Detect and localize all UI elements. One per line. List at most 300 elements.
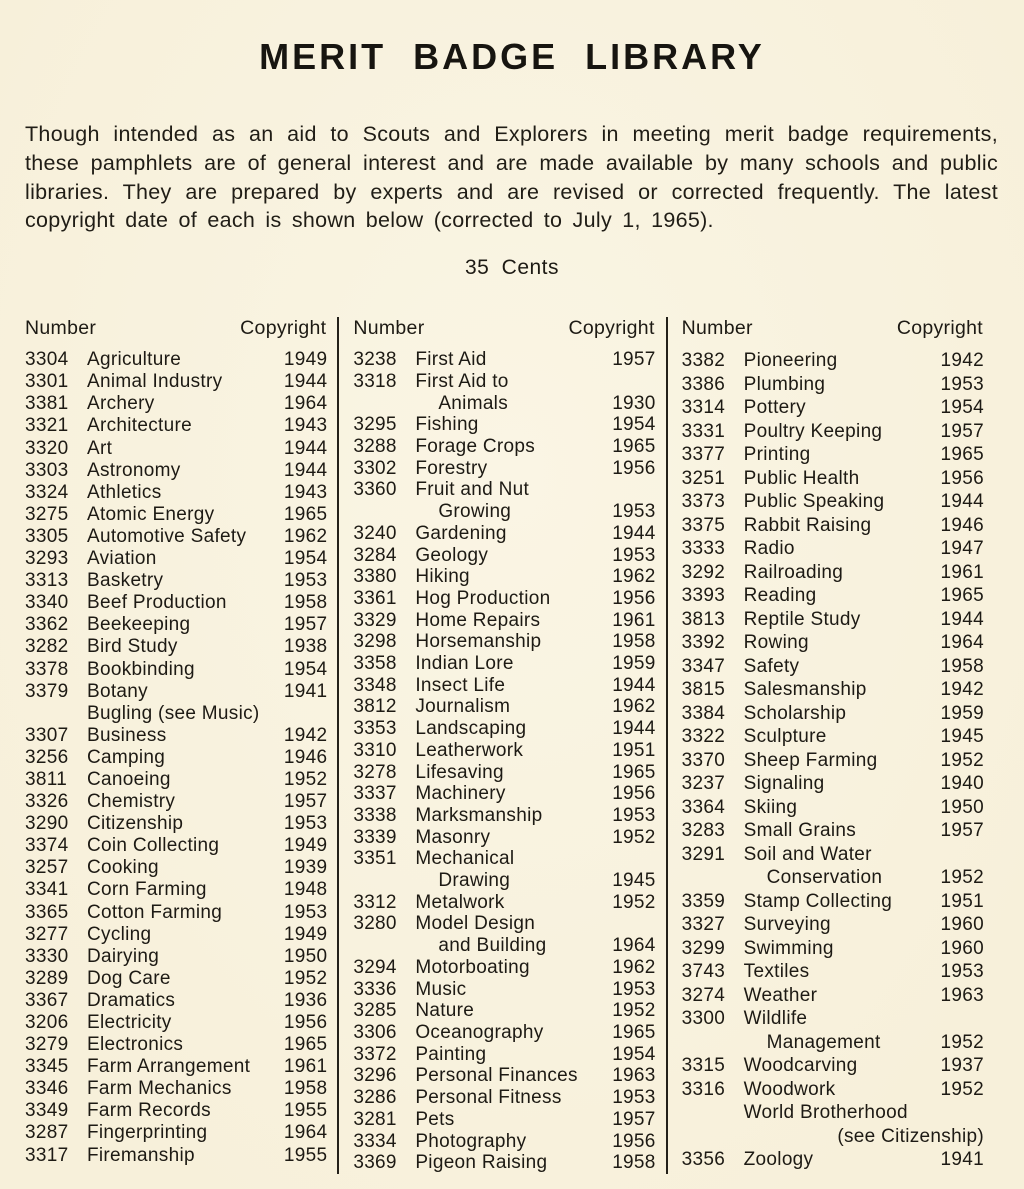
copyright-year: 1946 xyxy=(283,746,328,768)
badge-number: 3303 xyxy=(25,459,69,481)
badge-number: 3294 xyxy=(353,956,397,978)
copyright-year: 1965 xyxy=(283,1034,328,1056)
copyright-year xyxy=(606,848,656,870)
table-row xyxy=(25,349,327,371)
badge-number: 3251 xyxy=(681,467,726,489)
badge-number: 3351 xyxy=(353,848,397,870)
badge-number: 3299 xyxy=(681,937,726,959)
badge-number: 3743 xyxy=(681,961,726,983)
copyright-year: 1952 xyxy=(612,826,656,848)
badge-number: 3382 xyxy=(681,350,726,372)
table-row xyxy=(25,1056,327,1078)
table-row xyxy=(682,561,984,585)
badge-number: 3322 xyxy=(681,726,726,748)
badge-number: 3237 xyxy=(681,773,726,795)
badge-name: Personal Finances xyxy=(415,1065,578,1087)
table-row xyxy=(682,890,984,914)
table-row xyxy=(353,436,655,458)
badge-name: Swimming xyxy=(743,937,834,959)
table-row xyxy=(353,414,655,436)
badge-name-continuation: Animals xyxy=(438,392,509,414)
badge-number: 3337 xyxy=(353,783,397,805)
table-row xyxy=(682,373,984,397)
column-header xyxy=(682,317,984,340)
badge-name: Farm Records xyxy=(87,1100,211,1122)
copyright-year: 1964 xyxy=(940,632,984,654)
badge-name: Public Health xyxy=(743,467,860,489)
badge-number: 3359 xyxy=(681,890,726,912)
column-header-number: Number xyxy=(25,317,97,340)
copyright-year: 1953 xyxy=(940,373,984,395)
badge-name: Electricity xyxy=(87,1012,172,1033)
copyright-year xyxy=(934,1101,984,1125)
badge-number: 3377 xyxy=(681,444,726,466)
badge-number: 3286 xyxy=(353,1087,397,1109)
badge-name: Forage Crops xyxy=(415,436,536,457)
badge-number: 3340 xyxy=(25,592,69,614)
column-header-number: Number xyxy=(681,317,753,340)
badge-number: 3295 xyxy=(353,414,397,436)
badge-name: Soil and Water xyxy=(743,843,872,865)
badge-name: Beekeeping xyxy=(87,614,191,636)
copyright-year: 1954 xyxy=(283,658,328,680)
badge-name: Beef Production xyxy=(87,592,227,614)
copyright-year: 1962 xyxy=(612,956,656,978)
badge-number: 3334 xyxy=(353,1130,397,1152)
badge-number: 3301 xyxy=(25,371,69,393)
column-header xyxy=(25,317,327,340)
table-row xyxy=(353,740,655,762)
badge-number: 3349 xyxy=(25,1100,69,1122)
column-header-copyright: Copyright xyxy=(896,317,983,340)
badge-number xyxy=(682,1101,744,1125)
table-row xyxy=(682,1101,984,1148)
badge-name: Poultry Keeping xyxy=(743,420,883,442)
badge-name: Zoology xyxy=(743,1149,814,1171)
copyright-year: 1954 xyxy=(283,548,328,570)
badge-name-continuation: Conservation xyxy=(766,867,883,889)
table-row xyxy=(25,393,327,415)
table-row xyxy=(682,396,984,420)
table-row xyxy=(25,592,327,614)
table-row xyxy=(25,990,327,1012)
table-row xyxy=(25,902,327,924)
badge-number: 3358 xyxy=(353,653,397,675)
badge-name: Reading xyxy=(743,585,817,607)
badge-name: Printing xyxy=(743,444,811,466)
badge-name: Atomic Energy xyxy=(87,503,215,525)
copyright-year: 1959 xyxy=(940,702,984,724)
badge-name: Woodwork xyxy=(743,1078,836,1100)
table-row xyxy=(25,1012,327,1034)
copyright-year xyxy=(277,703,327,725)
table-row xyxy=(25,681,327,703)
badge-number: 3314 xyxy=(681,397,726,419)
badge-number: 3285 xyxy=(353,1000,397,1022)
price-line: 35 Cents xyxy=(464,256,560,280)
copyright-year: 1943 xyxy=(283,481,328,503)
badge-name: Forestry xyxy=(415,457,488,479)
badge-name: Surveying xyxy=(743,914,831,936)
badge-name: Indian Lore xyxy=(415,653,514,675)
copyright-year: 1958 xyxy=(283,1078,328,1100)
badge-number: 3317 xyxy=(25,1144,69,1166)
badge-number: 3336 xyxy=(353,978,397,1000)
badge-number: 3384 xyxy=(681,702,726,724)
table-row xyxy=(682,443,984,467)
copyright-year: 1941 xyxy=(940,1149,984,1171)
badge-name: Masonry xyxy=(415,826,491,848)
badge-number: 3257 xyxy=(25,857,69,879)
badge-name: Photography xyxy=(415,1130,527,1152)
copyright-year: 1953 xyxy=(283,813,328,835)
badge-number: 3815 xyxy=(681,679,726,701)
badge-name: First Aid to xyxy=(415,370,509,392)
table-row xyxy=(682,796,984,820)
copyright-year: 1950 xyxy=(283,945,328,967)
badge-number: 3356 xyxy=(681,1149,726,1171)
copyright-year: 1949 xyxy=(283,923,328,945)
table-row xyxy=(682,702,984,726)
badge-number: 3380 xyxy=(353,566,397,588)
badge-number: 3364 xyxy=(681,796,726,818)
table-row xyxy=(682,937,984,961)
badge-number: 3318 xyxy=(353,370,397,392)
copyright-year: 1965 xyxy=(940,585,984,607)
badge-name: Painting xyxy=(415,1043,487,1065)
badge-name: Leatherwork xyxy=(415,739,524,761)
copyright-year: 1948 xyxy=(283,879,328,901)
table-row xyxy=(682,490,984,514)
table-row xyxy=(682,678,984,702)
copyright-year: 1956 xyxy=(283,1012,328,1033)
badge-number: 3298 xyxy=(353,631,397,653)
copyright-year: 1938 xyxy=(283,636,328,658)
badge-number: 3289 xyxy=(25,967,69,989)
table-row xyxy=(353,1109,655,1131)
copyright-year xyxy=(934,843,984,867)
table-row xyxy=(682,631,984,655)
badge-name: Dog Care xyxy=(87,967,171,989)
copyright-year: 1962 xyxy=(612,696,656,718)
copyright-year: 1961 xyxy=(612,609,656,631)
table-row xyxy=(353,957,655,979)
badge-name: Motorboating xyxy=(415,956,530,978)
badge-name: Pets xyxy=(415,1108,455,1130)
copyright-year: 1944 xyxy=(283,459,328,481)
badge-name: Canoeing xyxy=(87,768,171,790)
copyright-year xyxy=(934,1007,984,1031)
table-row xyxy=(353,848,655,891)
table-row xyxy=(353,1152,655,1174)
table-row xyxy=(25,636,327,658)
badge-number: 3326 xyxy=(25,791,69,813)
copyright-year xyxy=(606,371,656,393)
copyright-year: 1953 xyxy=(612,544,656,566)
table-row xyxy=(353,762,655,784)
badge-number: 3275 xyxy=(25,503,69,525)
badge-name: Model Design xyxy=(415,913,536,935)
badge-name: Personal Fitness xyxy=(415,1087,562,1109)
badge-name: Pioneering xyxy=(743,350,838,372)
badge-name: Oceanography xyxy=(415,1021,544,1043)
table-row xyxy=(353,696,655,718)
copyright-year: 1952 xyxy=(940,1031,984,1053)
badge-number: 3347 xyxy=(681,655,726,677)
badge-name: Gardening xyxy=(415,522,507,544)
table-row xyxy=(25,482,327,504)
table-row xyxy=(682,1054,984,1078)
table-row xyxy=(25,1100,327,1122)
copyright-year: 1940 xyxy=(940,773,984,795)
column-header-copyright: Copyright xyxy=(568,317,655,340)
table-row xyxy=(682,655,984,679)
copyright-year: 1936 xyxy=(283,989,328,1011)
copyright-year: 1952 xyxy=(283,768,328,790)
badge-number: 3369 xyxy=(353,1152,397,1174)
copyright-year: 1965 xyxy=(612,1021,656,1043)
copyright-year: 1963 xyxy=(940,984,984,1006)
badge-number: 3386 xyxy=(681,373,726,395)
intro-paragraph: Though intended as an aid to Scouts and Explorers in meeting merit badge requirements, these pamphlets are of general interest and are made available by many schools and public libraries. They are prepared by experts and are revised or corrected frequently. The latest copyright date of each is shown below (corrected to July 1, 1965). xyxy=(25,122,998,233)
copyright-year: 1965 xyxy=(940,444,984,466)
table-row xyxy=(353,913,655,956)
copyright-year: 1941 xyxy=(283,680,328,702)
copyright-year: 1954 xyxy=(612,414,656,436)
badge-number: 3365 xyxy=(25,901,69,923)
badge-number: 3282 xyxy=(25,636,69,658)
badge-name: Farm Mechanics xyxy=(87,1078,232,1100)
copyright-year xyxy=(934,1125,984,1149)
copyright-year: 1952 xyxy=(940,1078,984,1100)
copyright-year: 1952 xyxy=(612,1000,656,1022)
copyright-year: 1944 xyxy=(940,491,984,513)
badge-name: Music xyxy=(415,978,467,1000)
badge-number: 3379 xyxy=(25,680,69,702)
copyright-year: 1951 xyxy=(612,739,656,761)
badge-name: Signaling xyxy=(743,773,825,795)
copyright-year: 1961 xyxy=(283,1056,328,1078)
table-row xyxy=(682,1148,984,1172)
table-row xyxy=(353,805,655,827)
copyright-year: 1953 xyxy=(612,804,656,826)
catalog-column-2 xyxy=(337,317,665,1174)
copyright-year: 1937 xyxy=(940,1055,984,1077)
badge-name: Marksmanship xyxy=(415,804,543,826)
copyright-year: 1964 xyxy=(283,1122,328,1144)
copyright-year xyxy=(606,913,656,935)
badge-number: 3327 xyxy=(681,914,726,936)
copyright-year: 1957 xyxy=(940,420,984,442)
badge-number: 3316 xyxy=(681,1078,726,1100)
copyright-year xyxy=(606,479,656,501)
badge-name: Rowing xyxy=(743,632,809,654)
copyright-year: 1953 xyxy=(612,978,656,1000)
copyright-year: 1965 xyxy=(283,503,328,525)
badge-name: Archery xyxy=(87,393,155,415)
badge-name: Pottery xyxy=(743,397,806,419)
badge-name: Dairying xyxy=(87,945,160,967)
copyright-year: 1952 xyxy=(940,749,984,771)
badge-number: 3373 xyxy=(681,491,726,513)
catalog-column-1 xyxy=(25,317,337,1174)
table-row xyxy=(25,570,327,592)
badge-number: 3279 xyxy=(25,1034,69,1056)
badge-name: Electronics xyxy=(87,1034,184,1056)
copyright-year: 1952 xyxy=(283,967,328,989)
table-row xyxy=(25,548,327,570)
copyright-year: 1951 xyxy=(940,890,984,912)
copyright-year: 1961 xyxy=(940,561,984,583)
copyright-year: 1945 xyxy=(612,870,656,892)
copyright-year: 1953 xyxy=(612,1087,656,1109)
badge-number: 3284 xyxy=(353,544,397,566)
badge-name: Cycling xyxy=(87,923,152,945)
copyright-year: 1942 xyxy=(283,724,328,746)
badge-name: Hiking xyxy=(415,566,470,588)
badge-name: Cooking xyxy=(87,857,159,879)
table-row xyxy=(25,946,327,968)
badge-number: 3292 xyxy=(681,561,726,583)
catalog-column-3 xyxy=(666,317,994,1174)
badge-number: 3307 xyxy=(25,724,69,746)
table-row xyxy=(682,467,984,491)
table-row xyxy=(25,835,327,857)
table-row xyxy=(25,968,327,990)
badge-name: Art xyxy=(87,437,113,459)
copyright-year: 1939 xyxy=(283,857,328,879)
copyright-year: 1953 xyxy=(940,961,984,983)
copyright-year: 1962 xyxy=(283,525,328,547)
badge-name: Basketry xyxy=(87,570,164,592)
badge-name: Bugling (see Music) xyxy=(87,702,260,724)
table-row xyxy=(353,479,655,522)
copyright-year: 1942 xyxy=(940,350,984,372)
copyright-year: 1958 xyxy=(612,1152,656,1174)
badge-name: Metalwork xyxy=(415,891,505,913)
badge-number: 3320 xyxy=(25,437,69,459)
badge-number: 3280 xyxy=(353,913,397,935)
badge-number: 3321 xyxy=(25,415,69,437)
table-row xyxy=(682,913,984,937)
badge-number: 3367 xyxy=(25,989,69,1011)
catalog-table xyxy=(25,317,994,1174)
badge-name: Animal Industry xyxy=(87,371,223,393)
badge-name: Insect Life xyxy=(415,674,506,696)
badge-name: Skiing xyxy=(743,796,798,818)
badge-name-continuation: and Building xyxy=(438,935,547,957)
badge-number: 3812 xyxy=(353,696,397,718)
badge-name: First Aid xyxy=(415,349,487,371)
table-row xyxy=(682,514,984,538)
table-row xyxy=(25,747,327,769)
badge-number: 3381 xyxy=(25,393,69,415)
copyright-year: 1944 xyxy=(283,437,328,459)
badge-number: 3330 xyxy=(25,945,69,967)
table-row xyxy=(25,879,327,901)
badge-name: Rabbit Raising xyxy=(743,514,872,536)
badge-name: Farm Arrangement xyxy=(87,1056,251,1078)
table-row xyxy=(353,892,655,914)
badge-name: Architecture xyxy=(87,415,192,437)
copyright-year: 1957 xyxy=(940,820,984,842)
table-row xyxy=(353,827,655,849)
table-row xyxy=(353,1044,655,1066)
badge-name: Nature xyxy=(415,1000,475,1022)
copyright-year: 1956 xyxy=(612,587,656,609)
copyright-year: 1952 xyxy=(940,867,984,889)
badge-name: Journalism xyxy=(415,696,511,718)
badge-name: Plumbing xyxy=(743,373,826,395)
page-title: MERIT BADGE LIBRARY xyxy=(259,36,765,77)
table-row xyxy=(682,819,984,843)
table-row xyxy=(353,1065,655,1087)
badge-name: Scholarship xyxy=(743,702,847,724)
table-row xyxy=(353,718,655,740)
badge-number: 3339 xyxy=(353,826,397,848)
table-row xyxy=(682,749,984,773)
column-header xyxy=(353,317,655,340)
column-rows xyxy=(353,349,655,1174)
copyright-year: 1930 xyxy=(612,392,656,414)
copyright-year: 1953 xyxy=(283,901,328,923)
copyright-year: 1944 xyxy=(283,371,328,393)
copyright-year: 1947 xyxy=(940,538,984,560)
badge-number xyxy=(25,703,87,725)
table-row xyxy=(353,458,655,480)
table-row xyxy=(682,960,984,984)
copyright-year: 1942 xyxy=(940,679,984,701)
badge-number: 3290 xyxy=(25,813,69,835)
badge-name: Corn Farming xyxy=(87,879,207,901)
badge-number: 3293 xyxy=(25,548,69,570)
badge-name: Citizenship xyxy=(87,813,184,835)
copyright-year: 1956 xyxy=(612,457,656,479)
badge-number: 3206 xyxy=(25,1012,69,1033)
badge-name-continuation: Management xyxy=(766,1031,881,1053)
table-row xyxy=(25,1078,327,1100)
copyright-year: 1965 xyxy=(612,436,656,457)
badge-number: 3277 xyxy=(25,923,69,945)
copyright-year: 1944 xyxy=(612,718,656,740)
badge-name: Agriculture xyxy=(87,349,182,371)
table-row xyxy=(682,725,984,749)
column-header-number: Number xyxy=(353,317,425,340)
badge-name: Lifesaving xyxy=(415,761,504,783)
badge-name: World Brotherhood xyxy=(743,1102,908,1124)
badge-name: Bookbinding xyxy=(87,658,195,680)
table-row xyxy=(25,460,327,482)
badge-number: 3375 xyxy=(681,514,726,536)
table-row xyxy=(25,659,327,681)
table-row xyxy=(353,1000,655,1022)
badge-name: Woodcarving xyxy=(743,1055,858,1077)
badge-number: 3302 xyxy=(353,457,397,479)
table-row xyxy=(353,1131,655,1153)
column-header-copyright: Copyright xyxy=(240,317,327,340)
badge-number: 3329 xyxy=(353,609,397,631)
badge-name: Bird Study xyxy=(87,636,178,658)
copyright-year: 1950 xyxy=(940,796,984,818)
badge-name: Fishing xyxy=(415,414,479,436)
copyright-year: 1943 xyxy=(283,415,328,437)
table-row xyxy=(682,537,984,561)
badge-number: 3361 xyxy=(353,587,397,609)
badge-name: Pigeon Raising xyxy=(415,1152,548,1174)
table-row xyxy=(353,349,655,371)
badge-number: 3238 xyxy=(353,349,397,371)
copyright-year: 1965 xyxy=(612,761,656,783)
